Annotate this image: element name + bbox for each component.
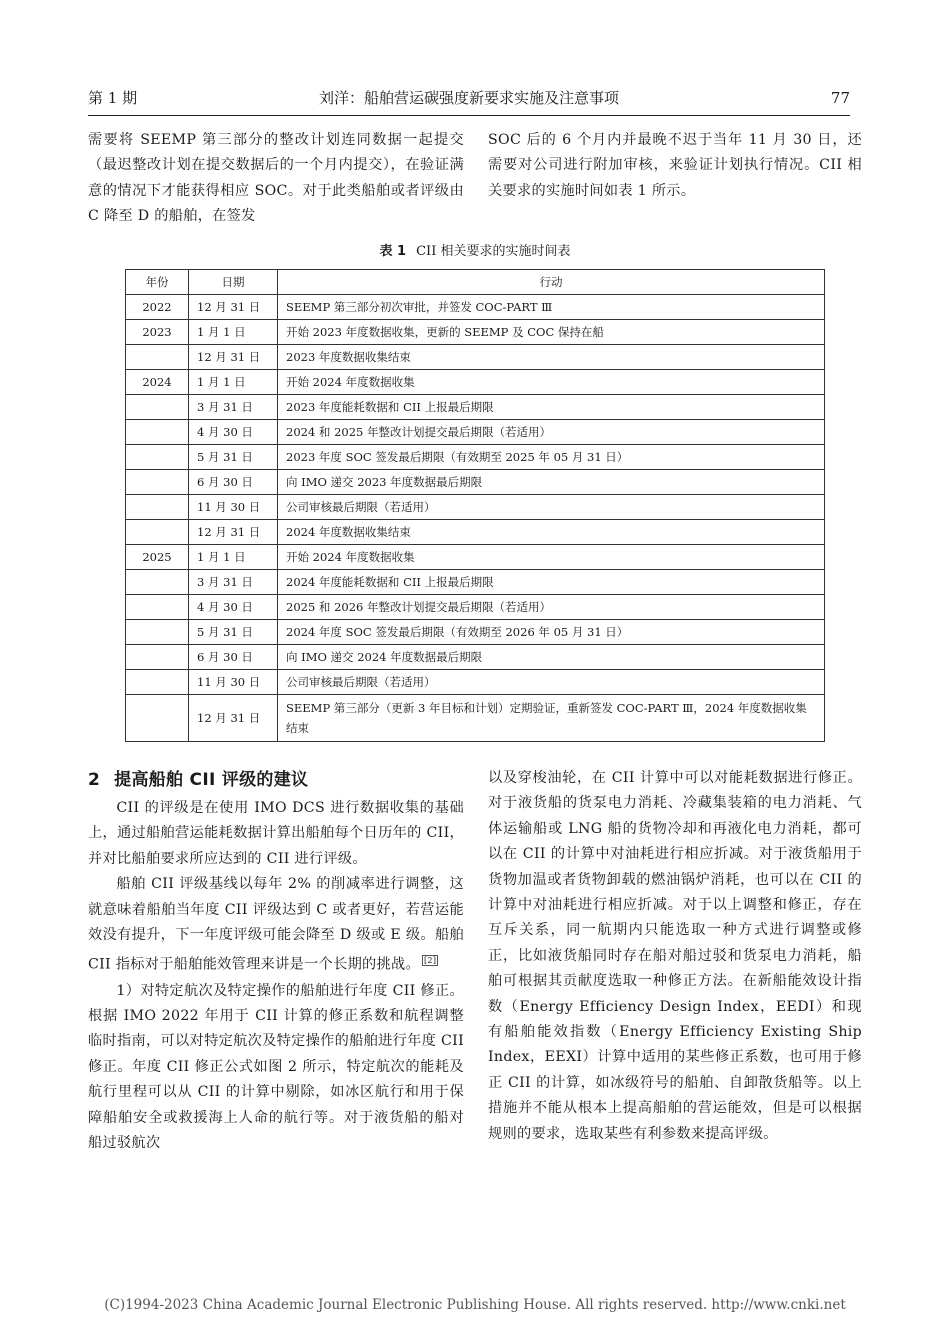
- cell-action: SEEMP 第三部分初次审批，并签发 COC-PART Ⅲ: [278, 295, 825, 320]
- table-row: [126, 420, 825, 445]
- cell-date: 6 月 30 日: [189, 645, 278, 670]
- cell-date: 1 月 1 日: [189, 320, 278, 345]
- table-row: [126, 670, 825, 695]
- citation-ref[interactable]: [2]: [424, 956, 437, 966]
- table-row: [126, 295, 825, 320]
- cell-date: 1 月 1 日: [189, 545, 278, 570]
- cell-action: 2024 年度 SOC 签发最后期限（有效期至 2026 年 05 月 31 日）: [278, 620, 825, 645]
- cell-action: 开始 2024 年度数据收集: [278, 370, 825, 395]
- table-row: [126, 445, 825, 470]
- table-row: [126, 620, 825, 645]
- cell-date: 5 月 31 日: [189, 445, 278, 470]
- table-row: [126, 395, 825, 420]
- cell-year: [126, 620, 189, 645]
- paragraph-baseline-text: 船舶 CII 评级基线以每年 2% 的削减率进行调整，这就意味着船舶当年度 CII 评级达到 C 或者更好，若营运能效没有提升，下一年度评级可能会降至 D 级或 E 级。船舶 CII 指标对于船舶能效管理来讲是一个长期的挑战。: [88, 876, 464, 974]
- cell-action: 2024 和 2025 年整改计划提交最后期限（若适用）: [278, 420, 825, 445]
- header-year: 年份: [126, 270, 189, 295]
- cell-date: 3 月 31 日: [189, 570, 278, 595]
- cell-year: [126, 445, 189, 470]
- cell-action: 开始 2024 年度数据收集: [278, 545, 825, 570]
- cell-date: 11 月 30 日: [189, 670, 278, 695]
- table-row: [126, 345, 825, 370]
- cell-year: [126, 645, 189, 670]
- cell-year: [126, 520, 189, 545]
- cell-action: SEEMP 第三部分（更新 3 年目标和计划）定期验证，重新签发 COC-PART Ⅲ，2024 年度数据收集结束: [278, 695, 825, 742]
- cell-year: 2025: [126, 545, 189, 570]
- table-row: [126, 595, 825, 620]
- cell-date: 4 月 30 日: [189, 595, 278, 620]
- cell-year: [126, 345, 189, 370]
- cell-year: [126, 670, 189, 695]
- cell-date: 5 月 31 日: [189, 620, 278, 645]
- cell-action: 开始 2023 年度数据收集，更新的 SEEMP 及 COC 保持在船: [278, 320, 825, 345]
- cell-date: 11 月 30 日: [189, 495, 278, 520]
- table-row: [126, 320, 825, 345]
- cell-action: 2023 年度能耗数据和 CII 上报最后期限: [278, 395, 825, 420]
- issue-label: 第 1 期: [88, 89, 138, 107]
- page-number: 77: [830, 89, 850, 107]
- cell-date: 6 月 30 日: [189, 470, 278, 495]
- cell-year: [126, 570, 189, 595]
- header-action: 行动: [278, 270, 825, 295]
- cell-date: 12 月 31 日: [189, 295, 278, 320]
- top-left-column: [88, 128, 464, 230]
- cell-date: 4 月 30 日: [189, 420, 278, 445]
- cell-action: 2024 年度数据收集结束: [278, 520, 825, 545]
- cell-year: [126, 420, 189, 445]
- table-caption: [0, 242, 950, 262]
- cell-action: 公司审核最后期限（若适用）: [278, 670, 825, 695]
- running-header: [88, 86, 850, 110]
- cell-action: 向 IMO 递交 2024 年度数据最后期限: [278, 645, 825, 670]
- cell-date: 3 月 31 日: [189, 395, 278, 420]
- paragraph-cii-rating: CII 的评级是在使用 IMO DCS 进行数据收集的基础上，通过船舶营运能耗数据计算出船舶每个日历年的 CII，并对比船舶要求所应达到的 CII 进行评级。: [88, 800, 464, 867]
- table-row: [126, 695, 825, 742]
- cell-year: [126, 395, 189, 420]
- running-title: 刘洋：船舶营运碳强度新要求实施及注意事项: [318, 89, 619, 107]
- cell-date: 1 月 1 日: [189, 370, 278, 395]
- bottom-left-column: [88, 766, 464, 1156]
- section-heading: [88, 766, 464, 794]
- bottom-right-column: [488, 766, 862, 1147]
- table-row: [126, 520, 825, 545]
- paragraph-correction: 1）对特定航次及特定操作的船舶进行年度 CII 修正。根据 IMO 2022 年用于 CII 计算的修正系数和航程调整临时指南，可以对特定航次及特定操作的船舶进行年度 CII 修正。年度 CII 修正公式如图 2 所示，特定航次的能耗及航行里程可以从 CII 的计算中剔除，如冰区航行和用于保障船舶安全或救援海上人命的航行等。对于液货船的船对船过驳航次: [88, 982, 464, 1152]
- table-row: [126, 545, 825, 570]
- cell-date: 12 月 31 日: [189, 345, 278, 370]
- cell-year: [126, 595, 189, 620]
- section-title: 提高船舶 CII 评级的建议: [114, 770, 309, 790]
- table-header-row: [126, 270, 825, 295]
- cell-action: 2025 和 2026 年整改计划提交最后期限（若适用）: [278, 595, 825, 620]
- table-row: [126, 370, 825, 395]
- copyright-footer: (C)1994-2023 China Academic Journal Electronic Publishing House. All rights reserved. http://www.cnki.net: [104, 1297, 846, 1313]
- cell-action: 向 IMO 递交 2023 年度数据最后期限: [278, 470, 825, 495]
- cell-year: 2024: [126, 370, 189, 395]
- table-row: [126, 470, 825, 495]
- paragraph-continued: 以及穿梭油轮，在 CII 计算中可以对能耗数据进行修正。对于液货船的货泵电力消耗、冷藏集装箱的电力消耗、气体运输船或 LNG 船的货物冷却和再液化电力消耗，都可以在 CII 的计算中对油耗进行相应折减。对于液货船用于货物加温或者货物卸载的燃油锅炉消耗，也可以在 CII 的计算中对油耗进行相应折减。对于以上调整和修正，存在互斥关系，同一航期内只能选取一种方式进行调整或修正，比如液货船同时存在船对船过驳和货泵电力消耗，船舶可根据其贡献度选取一种修正方法。在新船能效设计指数（Energy Efficiency Design Index，EEDI）和现有船舶能效指数（Energy Efficiency Existing Ship Index，EEXI）计算中适用的某些修正系数，也可用于修正 CII 的计算，如冰级符号的船舶、自卸散货船等。以上措施并不能从根本上提高船舶的营运能效，但是可以根据规则的要求，选取某些有利参数来提高评级。: [488, 770, 862, 1142]
- cell-date: 12 月 31 日: [189, 520, 278, 545]
- cell-year: [126, 495, 189, 520]
- cell-year: 2023: [126, 320, 189, 345]
- header-rule: [88, 115, 850, 116]
- cii-schedule-table: [125, 269, 825, 742]
- cell-action: 2023 年度数据收集结束: [278, 345, 825, 370]
- cell-action: 公司审核最后期限（若适用）: [278, 495, 825, 520]
- top-left-paragraph: 需要将 SEEMP 第三部分的整改计划连同数据一起提交（最迟整改计划在提交数据后的一个月内提交），在验证满意的情况下才能获得相应 SOC。对于此类船舶或者评级由 C 降至 D 的船舶，在签发: [88, 132, 464, 225]
- cell-date: 12 月 31 日: [189, 695, 278, 742]
- cell-year: [126, 695, 189, 742]
- table-row: [126, 645, 825, 670]
- top-right-paragraph: SOC 后的 6 个月内并最晚不迟于当年 11 月 30 日，还需要对公司进行附加审核，来验证计划执行情况。CII 相关要求的实施时间如表 1 所示。: [488, 132, 862, 199]
- table-caption-title: CII 相关要求的实施时间表: [416, 244, 571, 259]
- table-caption-label: 表 1: [379, 244, 407, 259]
- cell-year: [126, 470, 189, 495]
- table-row: [126, 495, 825, 520]
- section-number: 2: [88, 770, 101, 790]
- paragraph-baseline: [88, 872, 464, 978]
- cell-action: 2024 年度能耗数据和 CII 上报最后期限: [278, 570, 825, 595]
- top-right-column: [488, 128, 862, 204]
- cell-year: 2022: [126, 295, 189, 320]
- header-date: 日期: [189, 270, 278, 295]
- table-row: [126, 570, 825, 595]
- cell-action: 2023 年度 SOC 签发最后期限（有效期至 2025 年 05 月 31 日）: [278, 445, 825, 470]
